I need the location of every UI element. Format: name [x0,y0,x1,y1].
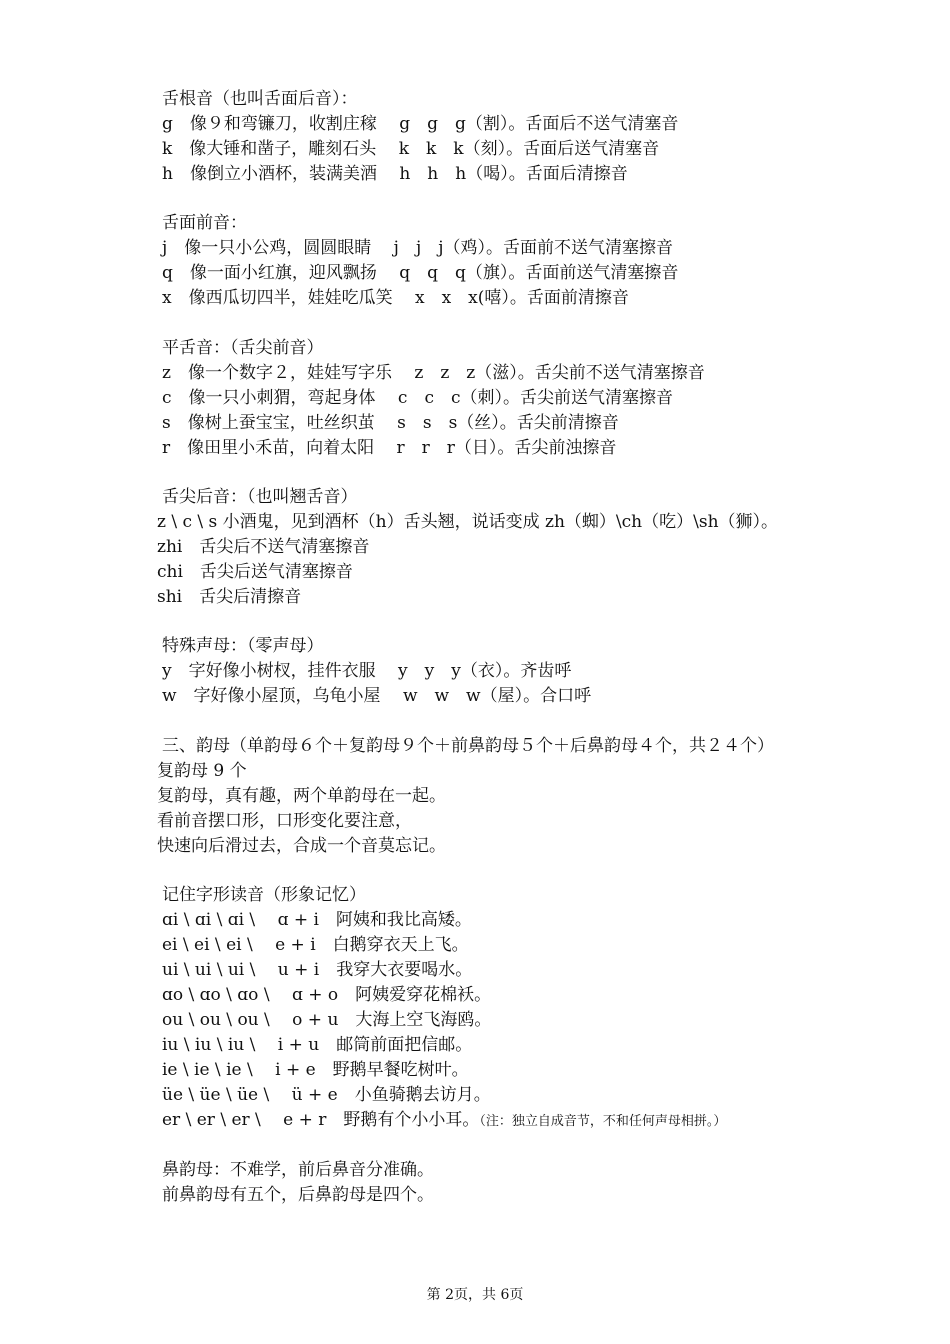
memory-line-ie: ie \ ie \ ie \ i + e 野鹅早餐吃树叶。 [162,1060,469,1080]
dental-line-r: r 像田里小禾苗，向着太阳 r r r（日）。舌尖前浊擦音 [162,438,617,458]
retroflex-line-zhi: zhi 舌尖后不送气清塞擦音 [157,537,370,557]
velar-line-k: k 像大锤和凿子，雕刻石头 k k k（刻）。舌面后送气清塞音 [162,139,660,159]
palatal-line-q: q 像一面小红旗，迎风飘扬 q q q（旗）。舌面前送气清塞擦音 [162,263,679,283]
memory-er-text: er \ er \ er \ e + r 野鹅有个小小耳。 [162,1110,480,1130]
memory-line-ei: ei \ ei \ ei \ e + i 白鹅穿衣天上飞。 [162,935,469,955]
memory-line-ou: ou \ ou \ ou \ o + u 大海上空飞海鸥。 [162,1010,492,1030]
palatal-heading: 舌面前音： [162,213,247,233]
retroflex-line-shi: shi 舌尖后清擦音 [157,587,302,607]
special-line-w: w 字好像小屋顶，乌龟小屋 w w w（屋）。合口呼 [162,686,592,706]
memory-line-ai: ɑi \ ɑi \ ɑi \ ɑ + i 阿姨和我比高矮。 [162,910,472,930]
memory-line-iu: iu \ iu \ iu \ i + u 邮筒前面把信邮。 [162,1035,473,1055]
velar-line-g: g 像９和弯镰刀，收割庄稼 g g g（割）。舌面后不送气清塞音 [162,114,679,134]
dental-line-c: c 像一只小刺猬，弯起身体 c c c（刺）。舌尖前送气清塞擦音 [162,388,673,408]
finals-rhyme-line-2: 看前音摆口形，口形变化要注意， [157,811,412,831]
palatal-line-j: j 像一只小公鸡，圆圆眼睛 j j j（鸡）。舌面前不送气清塞擦音 [162,238,673,258]
retroflex-line-chi: chi 舌尖后送气清塞擦音 [157,562,353,582]
finals-heading: 三、韵母（单韵母６个＋复韵母９个＋前鼻韵母５个＋后鼻韵母４个，共２４个） [162,736,774,756]
memory-line-ao: ɑo \ ɑo \ ɑo \ ɑ + o 阿姨爱穿花棉袄。 [162,985,492,1005]
nasal-line-1: 鼻韵母：不难学，前后鼻音分准确。 [162,1160,434,1180]
dental-line-z: z 像一个数字２，娃娃写字乐 z z z（滋）。舌尖前不送气清塞擦音 [162,363,705,383]
memory-heading: 记住字形读音（形象记忆） [162,885,366,905]
retroflex-rhyme: z \ c \ s 小酒鬼，见到酒杯（h）舌头翘，说话变成 zh（蜘）\ch（吃）\sh（狮）。 [157,512,779,532]
dental-heading: 平舌音：（舌尖前音） [162,338,324,358]
velar-line-h: h 像倒立小酒杯，装满美酒 h h h（喝）。舌面后清擦音 [162,164,628,184]
finals-rhyme-line-1: 复韵母，真有趣，两个单韵母在一起。 [157,786,446,806]
velar-heading: 舌根音（也叫舌面后音）： [162,89,358,109]
memory-er-note: （注：独立自成音节，不和任何声母相拼。） [479,1114,727,1129]
finals-count-line: 复韵母 9 个 [157,761,247,781]
retroflex-heading: 舌尖后音：（也叫翘舌音） [162,487,358,507]
nasal-line-2: 前鼻韵母有五个，后鼻韵母是四个。 [162,1185,434,1205]
special-heading: 特殊声母：（零声母） [162,636,324,656]
memory-line-ue: üe \ üe \ üe \ ü + e 小鱼骑鹅去访月。 [162,1085,491,1105]
palatal-line-x: x 像西瓜切四半，娃娃吃瓜笑 x x x(嘻）。舌面前清擦音 [162,288,629,308]
memory-line-er [162,1109,726,1133]
memory-line-ui: ui \ ui \ ui \ u + i 我穿大衣要喝水。 [162,960,473,980]
page-footer: 第 2页，共 6页 [426,1287,524,1303]
special-line-y: y 字好像小树杈，挂件衣服 y y y（衣）。齐齿呼 [162,661,572,681]
finals-rhyme-line-3: 快速向后滑过去，合成一个音莫忘记。 [157,836,446,856]
dental-line-s: s 像树上蚕宝宝，吐丝织茧 s s s（丝）。舌尖前清擦音 [162,413,619,433]
